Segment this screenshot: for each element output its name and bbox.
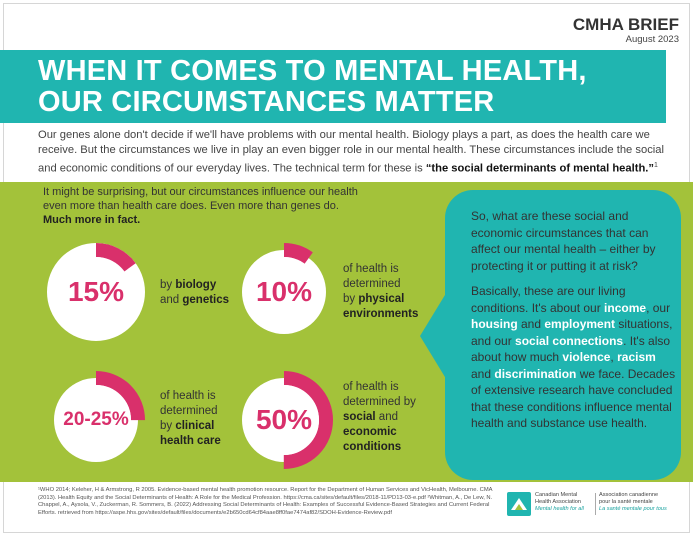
- label-bold: environments: [343, 308, 419, 320]
- label-bold: social: [343, 411, 376, 423]
- stat-value: 50%: [255, 404, 313, 435]
- logo-french: [599, 492, 685, 513]
- green-intro-bold: Much more in fact.: [43, 214, 141, 226]
- label-text: determined by: [343, 396, 416, 408]
- speech-bubble-tail: [420, 290, 448, 382]
- stat-label-clinical: [160, 389, 221, 449]
- label-bold: physical: [358, 293, 405, 305]
- logo-english: [535, 492, 595, 513]
- title-line-1: WHEN IT COMES TO MENTAL HEALTH,: [38, 55, 587, 87]
- brief-header: [573, 16, 679, 45]
- label-bold: conditions: [343, 441, 402, 453]
- label-text: of health is: [160, 390, 216, 402]
- green-intro: [43, 185, 383, 227]
- label-text: by: [160, 279, 176, 291]
- brief-date: August 2023: [625, 34, 679, 45]
- label-text: of health is: [343, 381, 399, 393]
- bubble-question: So, what are these social and economic circumstances that can affect our mental health – either by protecting it or putting it at risk?: [471, 209, 656, 273]
- logo-tagline: La santé mentale pour tous: [599, 506, 667, 512]
- logo-text: Health Association: [535, 499, 582, 505]
- answer-text: Basically, these are our living conditions. It's about our: [471, 284, 626, 315]
- stat-ring-physical: [234, 242, 334, 342]
- label-text: and: [375, 411, 398, 423]
- intro-footnote: 1: [653, 162, 658, 169]
- logo-tagline: Mental health for all: [535, 506, 584, 512]
- answer-text: ,: [610, 350, 618, 364]
- label-bold: health care: [160, 435, 221, 447]
- brief-title: CMHA BRIEF: [572, 15, 679, 34]
- answer-text: . It's also about how much: [471, 333, 671, 364]
- cmha-logo-icon: [507, 492, 531, 516]
- stat-ring-clinical: [46, 370, 146, 470]
- answer-bold: income: [604, 300, 647, 315]
- stat-value: 15%: [67, 276, 125, 307]
- page-title: [38, 56, 587, 118]
- answer-bold: employment: [544, 317, 616, 331]
- stat-value: 10%: [255, 276, 313, 307]
- logo-text: Canadian Mental: [535, 492, 578, 498]
- logo-text: Association canadienne: [599, 492, 659, 498]
- label-text: of health is: [343, 263, 399, 275]
- answer-text: and: [471, 366, 495, 381]
- answer-bold: social connections: [515, 333, 624, 348]
- stat-label-biology: [160, 278, 229, 308]
- references: ¹WHO 2014; Keleher, H & Armstrong, R 2005. Evidence-based mental health promotion resource. Report for the Department of Human Services and VicHealth, Melbourne. CMA (2013). Health Equity and the Social Determinants of Health: A Role for the Medical Profession. https://cma.ca/sites/default/files/2018-11/PD13-03-e.pdf ²Whitman, A., De Lew, N. Chappel, A., Aysola, V., Zuckerman, R. Sommers, B. (2022) Addressing Social Determinants of Health: Examples of Successful Evidence-Based Strategies and Current Federal Efforts. retrieved from https://aspe.hhs.gov/sites/default/files/documents/e2b650cd64cf84aae8ff0fae7474af82/SDOH-Evidence-Review.pdf: [38, 487, 493, 516]
- answer-text: situations, and our: [471, 317, 673, 348]
- logo-text: pour la santé mentale: [599, 499, 653, 505]
- stat-ring-social: [234, 370, 334, 470]
- answer-bold: racism: [617, 350, 656, 364]
- title-band: [0, 50, 666, 123]
- logo-divider: [595, 493, 596, 515]
- answer-bold: housing: [471, 317, 518, 331]
- label-text: and: [160, 294, 183, 306]
- intro-text: Our genes alone don't decide if we'll have problems with our mental health. Biology plays a part, as does the health care we receive. But the circumstances we live in play an even bigger role in our mental health. These circumstances include the social and economic conditions of our everyday lives. The technical term for these is: [38, 129, 664, 175]
- label-bold: clinical: [175, 420, 215, 432]
- stat-ring-biology: [46, 242, 146, 342]
- answer-text: , our: [646, 300, 671, 315]
- stat-label-social: [343, 380, 416, 455]
- stat-label-physical: [343, 262, 418, 322]
- answer-bold: discrimination: [494, 366, 577, 381]
- label-text: by: [343, 293, 359, 305]
- green-intro-text: It might be surprising, but our circumstances influence our health even more than health care does. Even more than genes do.: [43, 186, 358, 212]
- label-text: determined: [160, 405, 218, 417]
- intro-emphasis: “the social determinants of mental health.”: [425, 162, 654, 175]
- title-line-2: OUR CIRCUMSTANCES MATTER: [38, 86, 495, 118]
- answer-bold: violence: [562, 350, 611, 364]
- label-text: determined: [343, 278, 401, 290]
- stat-value: 20-25%: [63, 409, 129, 430]
- answer-text: and: [517, 317, 545, 331]
- cmha-logo: [505, 490, 685, 530]
- label-bold: genetics: [182, 294, 230, 306]
- answer-text: we face. Decades of extensive research have concluded that these conditions influence mental health and substance use health.: [471, 366, 676, 430]
- label-bold: economic: [343, 426, 397, 438]
- label-bold: biology: [175, 279, 217, 291]
- bubble-answer: [471, 283, 677, 432]
- label-text: by: [160, 420, 176, 432]
- intro-paragraph: [38, 128, 678, 177]
